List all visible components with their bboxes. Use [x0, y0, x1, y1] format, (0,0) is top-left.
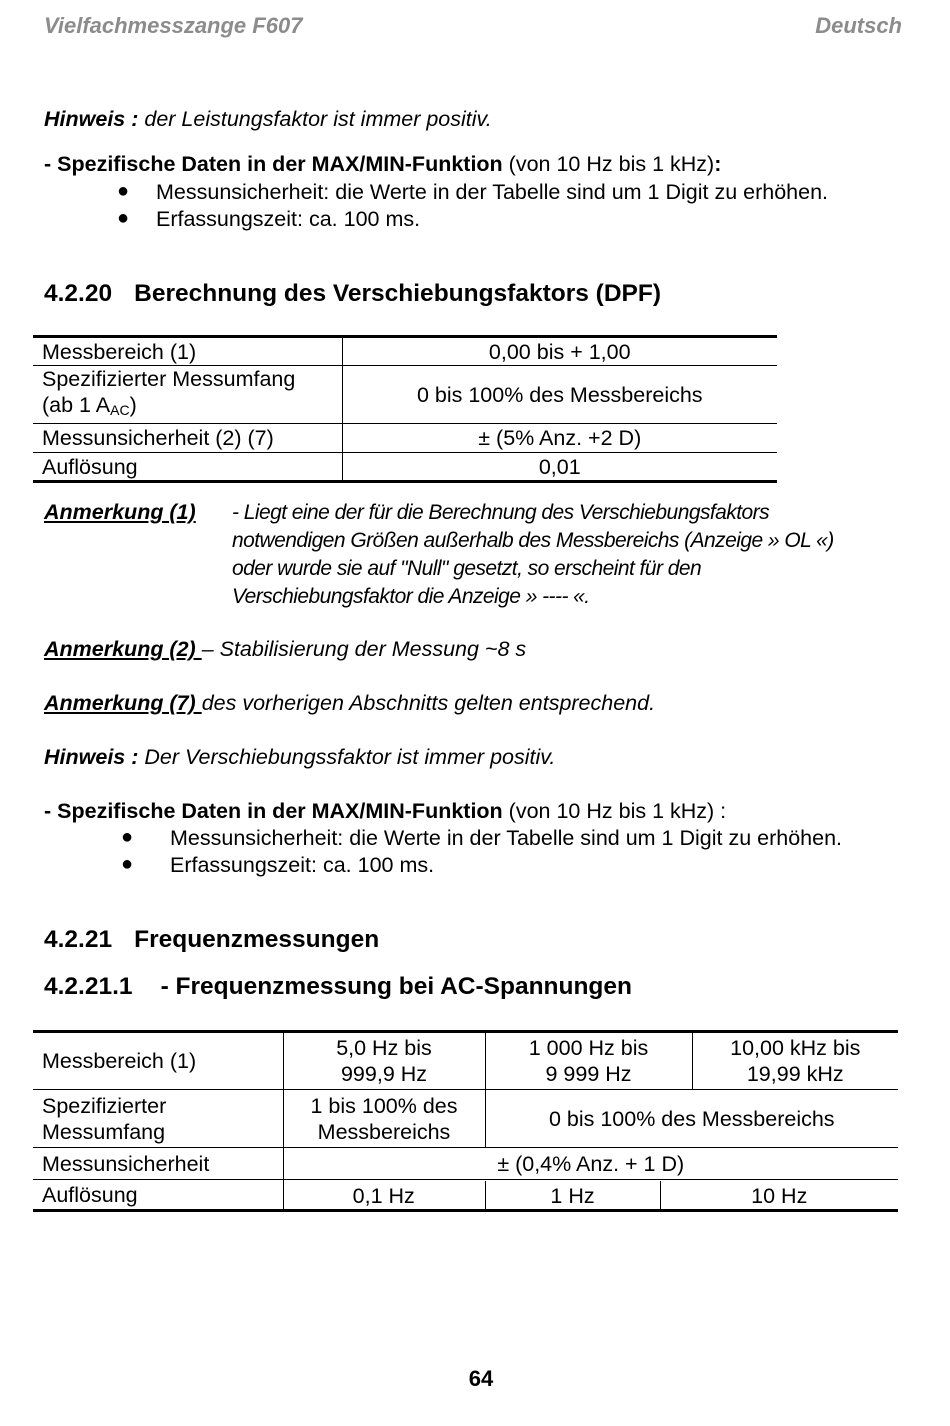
cell-line: Spezifizierter Messumfang: [42, 367, 296, 391]
note-label: Hinweis :: [44, 745, 139, 769]
cell-line: Spezifizierter: [42, 1093, 167, 1118]
cell-line: 19,99 kHz: [746, 1062, 844, 1086]
bullet-icon: ●: [117, 180, 130, 202]
note-line: oder wurde sie auf "Null" gesetzt, so erscheint für den: [232, 557, 702, 580]
cell-line: [42, 392, 333, 423]
header-title: Vielfachmesszange F607: [44, 13, 303, 38]
table-cell: 0,00 bis + 1,00: [342, 337, 777, 366]
note7-text: des vorherigen Abschnitts gelten entsprechend.: [201, 691, 656, 715]
cell-line: Messumfang: [42, 1119, 166, 1144]
note1-label: Anmerkung (1): [44, 500, 196, 524]
subsection-heading-ac-frequency: [44, 973, 632, 1001]
table-cell: 0,01: [342, 453, 777, 482]
table-cell: [283, 1032, 485, 1090]
section-number: 4.2.20: [44, 280, 113, 307]
table-cell: ± (5% Anz. +2 D): [342, 424, 777, 453]
note-line: Verschiebungsfaktor die Anzeige » ---- «.: [232, 585, 590, 608]
page-number: 64: [468, 1366, 494, 1391]
section-title: Frequenzmessungen: [134, 926, 380, 953]
maxmin-heading-normal: (von 10 Hz bis 1 kHz) :: [502, 799, 727, 823]
note-text: der Leistungsfaktor ist immer positiv.: [138, 107, 492, 131]
table-cell: Auflösung: [33, 453, 342, 482]
cell-line: 9 999 Hz: [545, 1062, 632, 1086]
cell-line: 1 bis 100% des: [310, 1093, 458, 1118]
section-heading-dpf: [44, 280, 661, 308]
maxmin-heading-bold: - Spezifische Daten in der MAX/MIN-Funktion: [44, 152, 503, 176]
bullet-icon: ●: [117, 207, 130, 229]
note-line: - Liegt eine der für die Berechnung des Verschiebungsfaktors: [232, 501, 770, 524]
note2-label: Anmerkung (2): [44, 637, 202, 661]
maxmin-heading-normal: (von 10 Hz bis 1 kHz): [502, 152, 715, 176]
table-cell: ± (0,4% Anz. + 1 D): [283, 1148, 898, 1180]
table-row: [33, 337, 777, 366]
note7-label: Anmerkung (7): [44, 691, 202, 715]
table-cell: [692, 1032, 898, 1090]
cell-text: ): [129, 393, 137, 417]
table-cell: Messunsicherheit: [33, 1148, 283, 1180]
table-cell: Messbereich (1): [33, 337, 342, 366]
section-number: 4.2.21.1: [44, 973, 133, 1000]
maxmin-heading-1: [44, 151, 721, 178]
note7: [44, 690, 655, 717]
table-cell: 0 bis 100% des Messbereichs: [342, 366, 777, 424]
cell-line: 10,00 kHz bis: [730, 1036, 861, 1060]
section-number: 4.2.21: [44, 926, 113, 953]
table-cell: Messunsicherheit (2) (7): [33, 424, 342, 453]
cell-subscript: AC: [110, 402, 130, 418]
list-item: Messunsicherheit: die Werte in der Tabelle sind um 1 Digit zu erhöhen.: [156, 180, 829, 204]
bullet-icon: ●: [121, 853, 134, 875]
bullet-icon: ●: [121, 826, 134, 848]
note2: [44, 636, 526, 663]
section-title: Berechnung des Verschiebungsfaktors (DPF): [134, 280, 661, 307]
maxmin-heading-bold: - Spezifische Daten in der MAX/MIN-Funktion: [44, 799, 503, 823]
note2-text: – Stabilisierung der Messung ~8 s: [201, 637, 527, 661]
table-cell: 1 Hz: [485, 1181, 660, 1210]
cell-line: 999,9 Hz: [340, 1062, 428, 1086]
table-cell: 0 bis 100% des Messbereichs: [485, 1090, 898, 1148]
header-language: Deutsch: [815, 13, 902, 38]
table-row: [283, 1181, 898, 1210]
note-label: Hinweis :: [44, 107, 139, 131]
table-cell: [33, 1090, 283, 1148]
dpf-spec-table: [33, 335, 777, 483]
maxmin-heading-colon: :: [714, 152, 722, 176]
list-item: Erfassungszeit: ca. 100 ms.: [170, 853, 435, 877]
table-cell: Auflösung: [33, 1180, 283, 1211]
resolution-values: [283, 1181, 898, 1210]
table-row: [33, 1090, 898, 1148]
list-item: Erfassungszeit: ca. 100 ms.: [156, 207, 421, 231]
cell-line: 5,0 Hz bis: [336, 1036, 432, 1060]
table-row: [33, 1032, 898, 1090]
note-power-factor: [44, 106, 492, 133]
table-cell: 0,1 Hz: [352, 1183, 415, 1208]
table-cell: Messbereich (1): [33, 1032, 283, 1090]
table-row: [33, 366, 777, 424]
note-line: notwendigen Größen außerhalb des Messbereichs (Anzeige » OL «): [232, 529, 834, 552]
table-cell: [33, 366, 342, 424]
cell-text: (ab 1 A: [42, 393, 111, 417]
note1-body: [232, 499, 834, 611]
table-cell: [283, 1090, 485, 1148]
table-cell: [485, 1032, 692, 1090]
note-text: Der Verschiebungssfaktor ist immer positiv.: [138, 745, 556, 769]
table-cell: 10 Hz: [660, 1181, 898, 1210]
cell-line: Messbereichs: [317, 1119, 451, 1144]
section-title: - Frequenzmessung bei AC-Spannungen: [160, 973, 632, 1000]
section-heading-frequency: [44, 926, 379, 954]
list-item: Messunsicherheit: die Werte in der Tabelle sind um 1 Digit zu erhöhen.: [170, 826, 843, 850]
cell-line: 1 000 Hz bis: [528, 1036, 649, 1060]
table-row: [33, 1148, 898, 1180]
table-row: [33, 424, 777, 453]
note-displacement-factor: [44, 744, 555, 771]
maxmin-heading-2: [44, 798, 726, 825]
table-row: [33, 453, 777, 482]
